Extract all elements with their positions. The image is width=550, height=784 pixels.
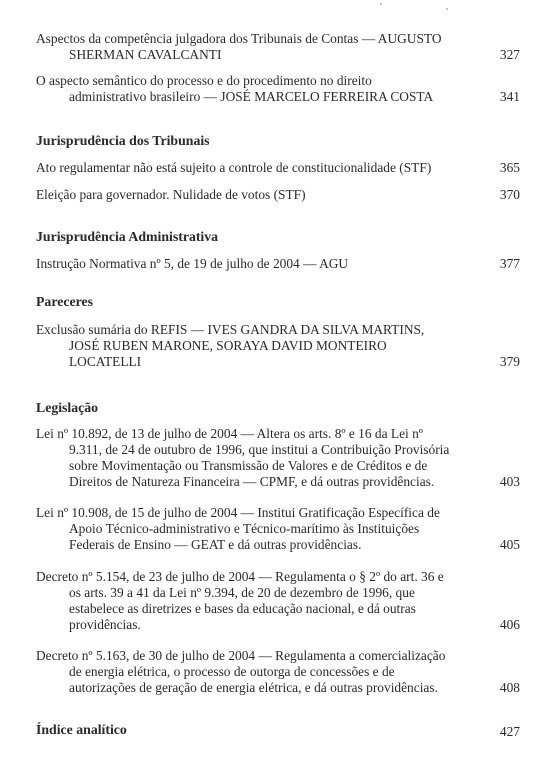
toc-entry bbox=[36, 426, 520, 490]
entry-line: Ato regulamentar não está sujeito a controle de constitucionalidade (STF) bbox=[36, 160, 432, 175]
entry-line: Aspectos da competência julgadora dos Tribunais de Contas — AUGUSTO bbox=[36, 31, 442, 46]
section-heading: Pareceres bbox=[36, 294, 93, 309]
scan-speck bbox=[380, 3, 382, 5]
toc-entry bbox=[36, 160, 520, 176]
entry-line: Lei nº 10.908, de 15 de julho de 2004 — Institui Gratificação Específica de bbox=[36, 505, 440, 520]
section-heading: Legislação bbox=[36, 400, 99, 415]
entry-line: Apoio Técnico-administrativo e Técnico-marítimo às Instituições bbox=[69, 521, 420, 536]
toc-entry bbox=[36, 648, 520, 696]
toc-entry bbox=[36, 256, 520, 272]
toc-entry bbox=[36, 569, 520, 633]
entry-line: LOCATELLI bbox=[69, 354, 142, 369]
entry-line: autorizações de geração de energia elétrica, e dá outras providências. bbox=[69, 680, 438, 695]
page-number: 427 bbox=[499, 724, 520, 739]
entry-line: sobre Movimentação ou Transmissão de Valores e de Créditos e de bbox=[69, 458, 428, 473]
toc-entry bbox=[36, 187, 520, 203]
entry-line: Direitos de Natureza Financeira — CPMF, e dá outras providências. bbox=[69, 474, 435, 489]
entry-line: SHERMAN CAVALCANTI bbox=[69, 47, 222, 62]
page-number: 377 bbox=[499, 256, 520, 271]
entry-line: Eleição para governador. Nulidade de votos (STF) bbox=[36, 187, 306, 202]
entry-line: JOSÉ RUBEN MARONE, SORAYA DAVID MONTEIRO bbox=[69, 338, 387, 353]
entry-line: os arts. 39 a 41 da Lei nº 9.394, de 20 de dezembro de 1996, que bbox=[69, 585, 415, 600]
toc-entry bbox=[36, 31, 520, 63]
entry-line: Federais de Ensino — GEAT e dá outras providências. bbox=[69, 537, 362, 552]
page-number: 365 bbox=[499, 160, 520, 175]
entry-line: Decreto nº 5.154, de 23 de julho de 2004 — Regulamenta o § 2º do art. 36 e bbox=[36, 569, 444, 584]
toc-entry bbox=[36, 322, 520, 370]
page-number: 408 bbox=[499, 680, 520, 695]
page-number: 406 bbox=[499, 617, 520, 632]
scan-speck bbox=[446, 8, 448, 10]
entry-line: 9.311, de 24 de outubro de 1996, que institui a Contribuição Provisória bbox=[69, 442, 450, 457]
section-heading: Jurisprudência dos Tribunais bbox=[36, 133, 210, 148]
page-number: 370 bbox=[499, 187, 520, 202]
entry-line: administrativo brasileiro — JOSÉ MARCELO FERREIRA COSTA bbox=[69, 89, 434, 104]
page-number: 379 bbox=[499, 354, 520, 369]
section-heading: Índice analítico bbox=[36, 722, 127, 737]
toc-entry bbox=[36, 505, 520, 553]
entry-line: Exclusão sumária do REFIS — IVES GANDRA DA SILVA MARTINS, bbox=[36, 322, 425, 337]
entry-line: Instrução Normativa nº 5, de 19 de julho de 2004 — AGU bbox=[36, 256, 349, 271]
entry-line: providências. bbox=[69, 617, 141, 632]
entry-line: de energia elétrica, o processo de outorga de concessões e de bbox=[69, 664, 395, 679]
page-number: 405 bbox=[499, 537, 520, 552]
entry-line: O aspecto semântico do processo e do procedimento no direito bbox=[36, 73, 372, 88]
page-number: 327 bbox=[499, 47, 520, 62]
section-heading: Jurisprudência Administrativa bbox=[36, 229, 219, 244]
toc-entry bbox=[36, 73, 520, 105]
page-number: 341 bbox=[499, 89, 520, 104]
entry-line: Decreto nº 5.163, de 30 de julho de 2004 — Regulamenta a comercialização bbox=[36, 648, 446, 663]
entry-line: Lei nº 10.892, de 13 de julho de 2004 — Altera os arts. 8º e 16 da Lei nº bbox=[36, 426, 423, 441]
entry-line: estabelece as diretrizes e bases da educação nacional, e dá outras bbox=[69, 601, 416, 616]
page-number: 403 bbox=[499, 474, 520, 489]
